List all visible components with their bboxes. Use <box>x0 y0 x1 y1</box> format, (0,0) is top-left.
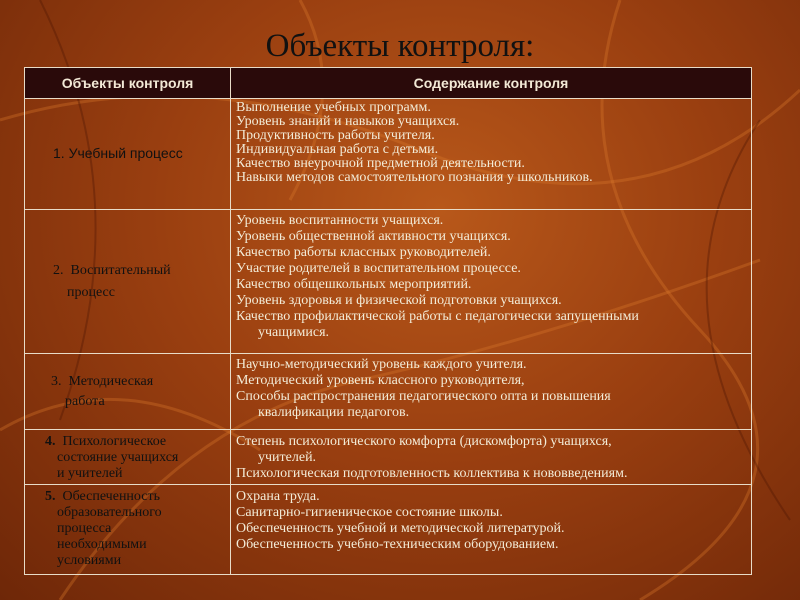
table-row <box>25 210 752 354</box>
content-line: Качество общешкольных мероприятий. <box>236 277 472 292</box>
content-line: учителей. <box>258 450 317 465</box>
object-number: 2. <box>53 262 64 278</box>
content-cell <box>231 210 752 354</box>
content-cell <box>231 99 752 210</box>
content-cell <box>231 485 752 575</box>
object-number: 3. <box>51 373 62 389</box>
content-cell <box>231 354 752 430</box>
content-line: Качество работы классных руководителей. <box>236 245 491 260</box>
table-row <box>25 485 752 575</box>
content-line: Уровень общественной активности учащихся. <box>236 229 511 244</box>
header-objects: Объекты контроля <box>25 68 231 99</box>
content-line: Навыки методов самостоятельного познания у школьников. <box>236 170 593 185</box>
object-line: необходимыми <box>57 537 147 552</box>
content-line: квалификации педагогов. <box>258 405 410 420</box>
content-line: Уровень воспитанности учащихся. <box>236 213 444 228</box>
object-line: состояние учащихся <box>57 450 179 465</box>
slide-title: Объекты контроля: <box>265 28 535 64</box>
object-cell <box>25 210 231 354</box>
object-cell <box>25 354 231 430</box>
header-content: Содержание контроля <box>231 68 752 99</box>
object-number: 4. <box>45 434 56 449</box>
object-label: 1. Учебный процесс <box>53 145 183 161</box>
object-line: и учителей <box>57 466 123 481</box>
control-objects-table <box>24 67 752 575</box>
object-line: условиями <box>57 553 122 568</box>
content-line: Методический уровень классного руководителя, <box>236 373 525 388</box>
content-line: Охрана труда. <box>236 489 320 504</box>
content-line: Санитарно-гигиеническое состояние школы. <box>236 505 503 520</box>
object-cell <box>25 99 231 210</box>
content-line: Индивидуальная работа с детьми. <box>236 142 439 157</box>
object-line: Методическая <box>68 373 154 389</box>
object-line: Воспитательный <box>70 262 171 278</box>
content-cell <box>231 430 752 485</box>
content-line: Обеспеченность учебно-техническим оборудованием. <box>236 537 559 552</box>
content-line: Продуктивность работы учителя. <box>236 128 435 143</box>
object-label <box>51 374 225 390</box>
content-line: Научно-методический уровень каждого учителя. <box>236 357 527 372</box>
table-row <box>25 430 752 485</box>
content-line: Уровень здоровья и физической подготовки учащихся. <box>236 293 562 308</box>
object-label <box>45 434 225 450</box>
table-row <box>25 354 752 430</box>
content-line: Обеспеченность учебной и методической литературой. <box>236 521 565 536</box>
content-line: Степень психологического комфорта (дискомфорта) учащихся, <box>236 434 612 449</box>
table-header-row <box>25 68 752 99</box>
object-line: процесс <box>67 284 115 300</box>
object-line: Психологическое <box>62 434 167 449</box>
content-line: Участие родителей в воспитательном процессе. <box>236 261 521 276</box>
content-line: Уровень знаний и навыков учащихся. <box>236 114 460 129</box>
content-line: Качество профилактической работы с педагогически запущенными <box>236 309 639 324</box>
object-cell <box>25 430 231 485</box>
object-line: работа <box>65 393 105 409</box>
object-line: процесса <box>57 521 112 536</box>
content-line: Способы распространения педагогического опта и повышения <box>236 389 611 404</box>
object-label <box>53 263 225 279</box>
object-label <box>45 489 225 505</box>
content-line: Психологическая подготовленность коллектива к нововведениям. <box>236 466 628 481</box>
content-line: учащимися. <box>258 325 330 340</box>
object-line: Обеспеченность <box>62 489 160 504</box>
object-number: 5. <box>45 489 56 504</box>
object-cell <box>25 485 231 575</box>
object-line: образовательного <box>57 505 162 520</box>
content-line: Качество внеурочной предметной деятельности. <box>236 156 525 171</box>
table-row <box>25 99 752 210</box>
content-line: Выполнение учебных программ. <box>236 100 431 115</box>
